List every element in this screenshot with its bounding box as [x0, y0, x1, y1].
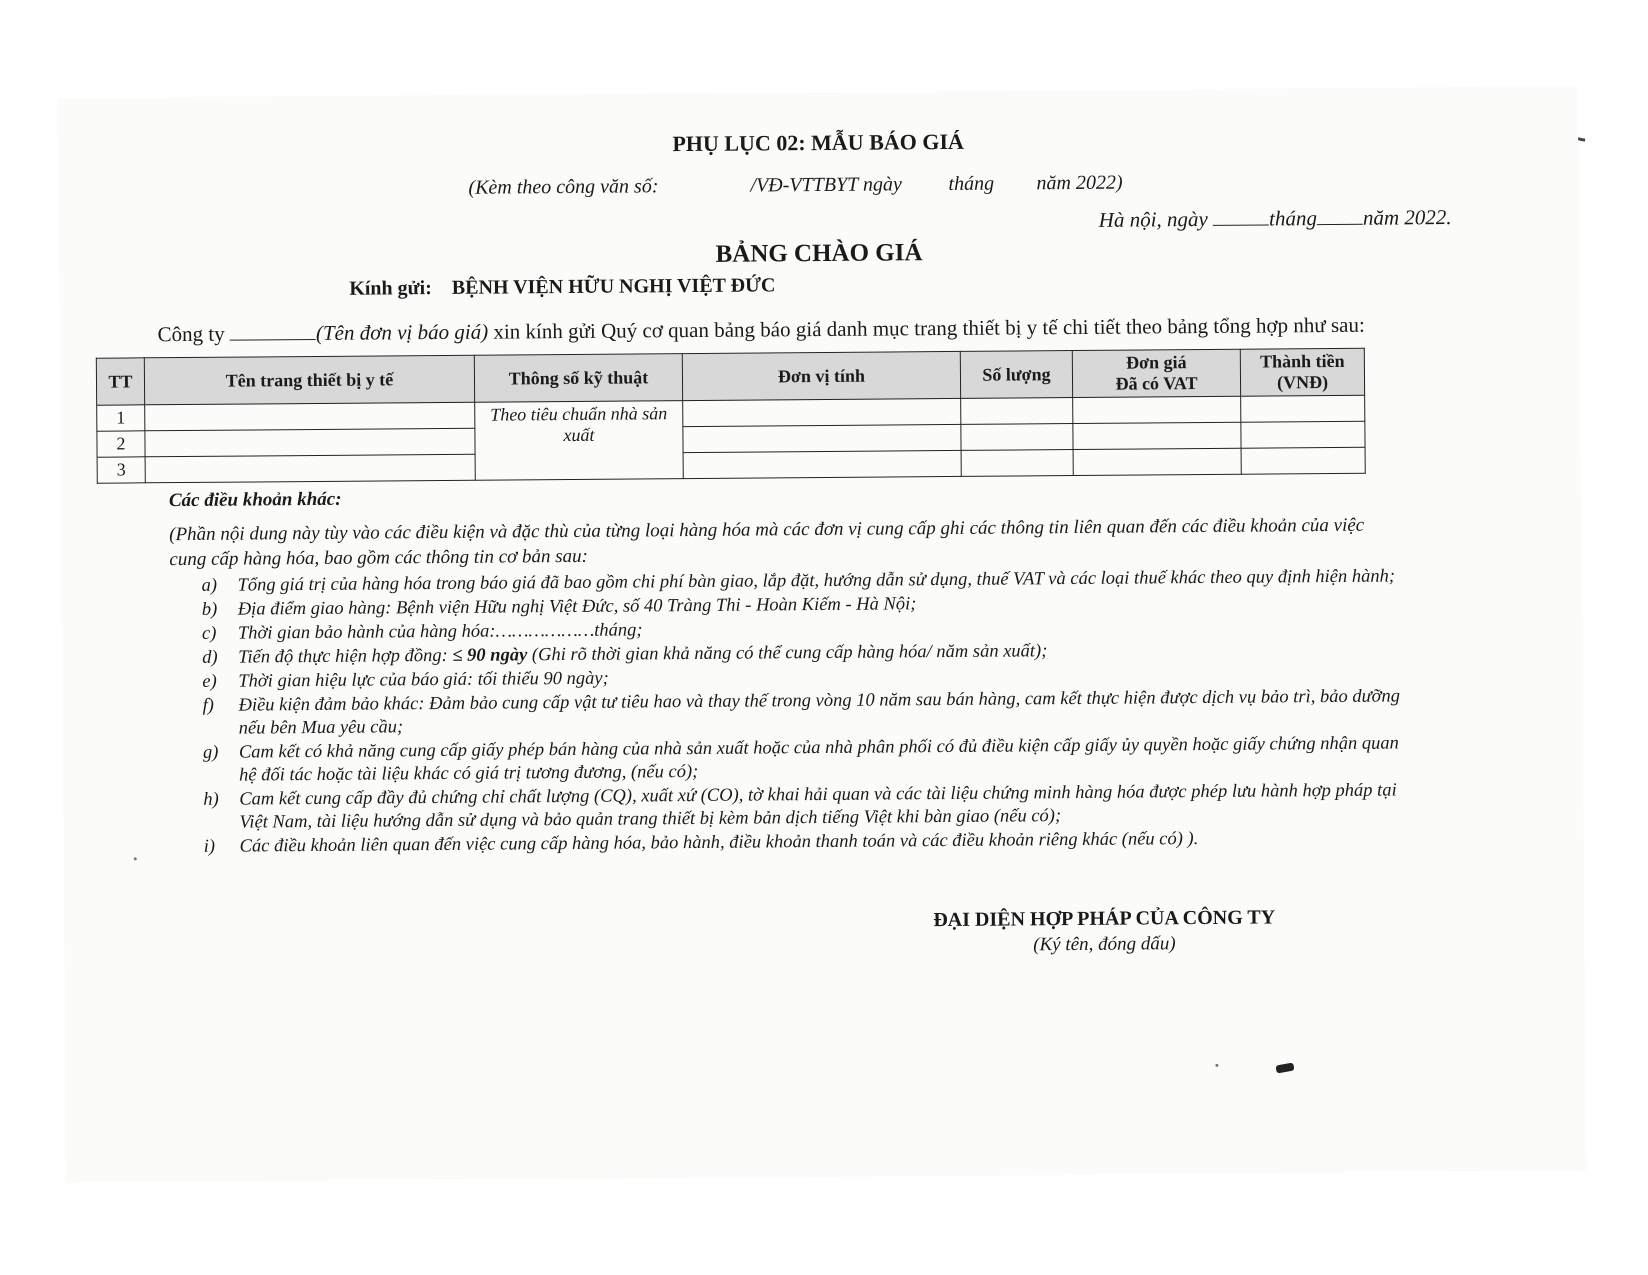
header-unit: Đơn vị tính — [682, 351, 960, 400]
list-item — [202, 685, 1402, 740]
cell-name — [145, 454, 475, 483]
item-label: c) — [201, 623, 217, 644]
quote-table — [96, 348, 1366, 484]
reference-code: /VĐ-VTTBYT ngày — [750, 173, 902, 197]
cell-total — [1241, 447, 1365, 474]
intro-company: Công ty — [157, 321, 225, 347]
header-qty: Số lượng — [960, 351, 1072, 399]
cell-price — [1073, 396, 1241, 423]
item-label: f) — [202, 695, 214, 716]
intro-line — [158, 313, 1365, 347]
cell-price — [1073, 448, 1241, 475]
item-text: Cam kết cung cấp đầy đủ chứng chỉ chất lượng (CQ), xuất xứ (CO), tờ khai hải quan và các tài liệu chứng minh hàng hóa được phép lưu hành hợp pháp tại Việt Nam, tài liệu hướng dẫn sử dụng và bảo quản trang thiết bị kèm bản dịch tiếng Việt khi bàn giao (nếu có); — [239, 780, 1397, 833]
reference-prefix: (Kèm theo công văn số: — [468, 175, 659, 199]
item-text: Thời gian hiệu lực của báo giá: tối thiểu 90 ngày; — [238, 668, 609, 692]
date-month: tháng — [1268, 206, 1318, 231]
scanned-page — [58, 86, 1586, 1183]
cell-qty — [961, 424, 1073, 451]
row-number: 3 — [97, 457, 145, 483]
item-text: Tổng giá trị của hàng hóa trong báo giá đã bao gồm chi phí bàn giao, lắp đặt, hướng dẫn sử dụng, thuế VAT và các loại thuế khác theo quy định hiện hành; — [237, 566, 1396, 596]
header-tt: TT — [96, 358, 144, 405]
item-text: (Ghi rõ thời gian khả năng có thể cung cấp hàng hóa/ năm sản xuất); — [531, 641, 1048, 666]
header-total-line1: Thành tiền — [1260, 350, 1345, 372]
list-item — [203, 732, 1403, 787]
header-price-line1: Đơn giá — [1126, 352, 1187, 373]
signature-note: (Ký tên, đóng dấu) — [1033, 933, 1176, 956]
date-year: năm 2022. — [1362, 205, 1452, 230]
reference-year: năm 2022) — [1036, 171, 1123, 195]
item-label: h) — [203, 789, 219, 810]
row-number: 2 — [97, 431, 145, 457]
recipient-label: Kính gửi: — [349, 277, 432, 300]
item-text: Điều kiện đảm bảo khác: Đảm bảo cung cấp vật tư tiêu hao và thay thế trong vòng 10 năm sau bán hàng, cam kết thực hiện được dịch vụ bảo trì, bảo dưỡng nếu bên Mua yêu cầu; — [238, 686, 1401, 739]
terms-list — [202, 565, 1404, 859]
header-name: Tên trang thiết bị y tế — [144, 355, 474, 405]
document-heading: BẢNG CHÀO GIÁ — [715, 239, 923, 268]
company-blank — [230, 325, 316, 341]
cell-unit — [683, 424, 961, 452]
item-label: a) — [201, 575, 218, 596]
cell-qty — [961, 450, 1073, 477]
item-label: e) — [202, 671, 217, 692]
item-text: Địa điểm giao hàng: Bệnh viện Hữu nghị Việt Đức, số 40 Tràng Thi - Hoàn Kiếm - Hà Nội; — [237, 594, 917, 620]
appendix-title: PHỤ LỤC 02: MẪU BÁO GIÁ — [672, 128, 964, 157]
item-prefix: Tiến độ thực hiện hợp đồng: — [238, 645, 448, 668]
recipient-name: BỆNH VIỆN HỮU NGHỊ VIỆT ĐỨC — [451, 274, 776, 299]
item-text: Các điều khoản liên quan đến việc cung cấp hàng hóa, bảo hành, điều khoản thanh toán và các điều khoản riêng khác (nếu có) ). — [239, 829, 1199, 857]
month-blank — [1317, 210, 1363, 225]
header-total-line2: (VNĐ) — [1276, 372, 1329, 393]
item-duration: ≤ 90 ngày — [452, 645, 528, 666]
date-line — [1099, 205, 1452, 233]
terms-title: Các điều khoản khác: — [168, 488, 342, 512]
item-label: g) — [202, 742, 219, 763]
item-label: b) — [201, 599, 218, 620]
header-price-line2: Đã có VAT — [1115, 373, 1198, 394]
item-text: Cam kết có khả năng cung cấp giấy phép bán hàng của nhà sản xuất hoặc của nhà phân phối có đủ điều kiện cấp giấy ủy quyền hoặc giấy chứng nhận quan hệ đối tác hoặc tài liệu khác có giá trị tương đương, (nếu có); — [238, 733, 1399, 786]
cell-name — [145, 402, 475, 431]
header-spec: Thông số kỹ thuật — [474, 354, 682, 403]
cell-total — [1241, 421, 1365, 448]
cell-unit — [683, 398, 961, 426]
header-total — [1240, 348, 1364, 396]
recipient-line — [349, 274, 775, 300]
day-blank — [1213, 210, 1269, 225]
scan-speck — [134, 857, 137, 860]
header-price — [1072, 349, 1240, 397]
cell-name — [145, 428, 475, 457]
reference-month: tháng — [948, 172, 995, 195]
intro-text: xin kính gửi Quý cơ quan bảng báo giá danh mục trang thiết bị y tế chi tiết theo bảng tổng hợp như sau: — [493, 312, 1365, 344]
row-number: 1 — [97, 405, 145, 431]
intro-placeholder: (Tên đơn vị báo giá) — [315, 319, 489, 345]
item-text: Thời gian bảo hành của hàng hóa:………………tháng; — [237, 620, 643, 644]
cell-total — [1241, 395, 1365, 422]
list-item — [203, 779, 1403, 834]
scan-speck — [1215, 1064, 1218, 1067]
cell-qty — [961, 398, 1073, 425]
signature-title: ĐẠI DIỆN HỢP PHÁP CỦA CÔNG TY — [933, 906, 1276, 932]
item-label: i) — [203, 836, 216, 857]
terms-intro: (Phần nội dung này tùy vào các điều kiện và đặc thù của từng loại hàng hóa mà các đơn vị cung cấp ghi các thông tin liên quan đến các điều khoản của việc cung cấp hàng hóa, bao gồm các thông tin cơ bản sau: — [169, 514, 1365, 571]
item-label: d) — [202, 647, 218, 668]
cell-price — [1073, 422, 1241, 449]
date-place-day: Hà nội, ngày — [1098, 206, 1208, 232]
cell-unit — [683, 450, 961, 478]
cell-spec-note: Theo tiêu chuẩn nhà sản xuất — [475, 401, 684, 481]
